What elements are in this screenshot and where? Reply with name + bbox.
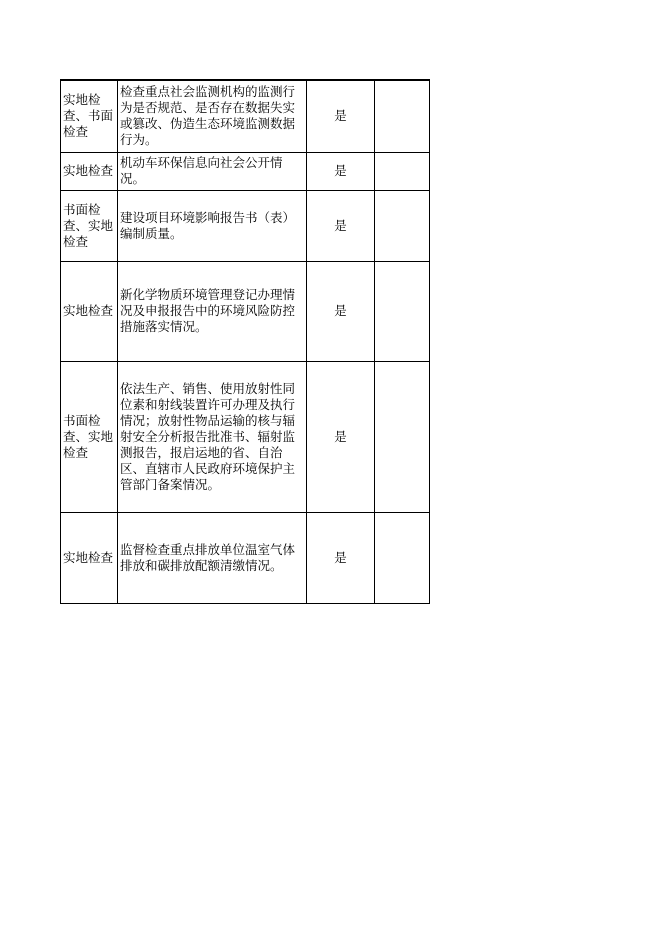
table-row — [61, 152, 430, 190]
content-cell: 建设项目环境影响报告书（表）编制质量。 — [118, 190, 307, 261]
extra-cell — [375, 261, 430, 361]
content-cell: 检查重点社会监测机构的监测行为是否规范、是否存在数据失实或篡改、伪造生态环境监测数据行为。 — [118, 80, 307, 152]
extra-cell — [375, 190, 430, 261]
flag-cell: 是 — [307, 361, 375, 512]
extra-cell — [375, 80, 430, 152]
extra-cell — [375, 361, 430, 512]
flag-cell: 是 — [307, 261, 375, 361]
method-cell: 书面检查、实地检查 — [61, 190, 118, 261]
table-row — [61, 80, 430, 152]
flag-cell: 是 — [307, 190, 375, 261]
flag-cell: 是 — [307, 512, 375, 603]
content-cell: 依法生产、销售、使用放射性同位素和射线装置许可办理及执行情况；放射性物品运输的核与辐射安全分析报告批准书、辐射监测报告，报启运地的省、自治区、直辖市人民政府环境保护主管部门备案情况。 — [118, 361, 307, 512]
table-row — [61, 512, 430, 603]
inspection-table — [60, 79, 430, 604]
flag-cell: 是 — [307, 152, 375, 190]
flag-cell: 是 — [307, 80, 375, 152]
extra-cell — [375, 512, 430, 603]
method-cell: 实地检查 — [61, 152, 118, 190]
content-cell: 监督检查重点排放单位温室气体排放和碳排放配额清缴情况。 — [118, 512, 307, 603]
content-cell: 机动车环保信息向社会公开情况。 — [118, 152, 307, 190]
method-cell: 书面检查、实地检查 — [61, 361, 118, 512]
table-row — [61, 190, 430, 261]
method-cell: 实地检查 — [61, 512, 118, 603]
method-cell: 实地检查 — [61, 261, 118, 361]
content-cell: 新化学物质环境管理登记办理情况及申报报告中的环境风险防控措施落实情况。 — [118, 261, 307, 361]
table-row — [61, 261, 430, 361]
table-row — [61, 361, 430, 512]
extra-cell — [375, 152, 430, 190]
method-cell: 实地检查、书面检查 — [61, 80, 118, 152]
